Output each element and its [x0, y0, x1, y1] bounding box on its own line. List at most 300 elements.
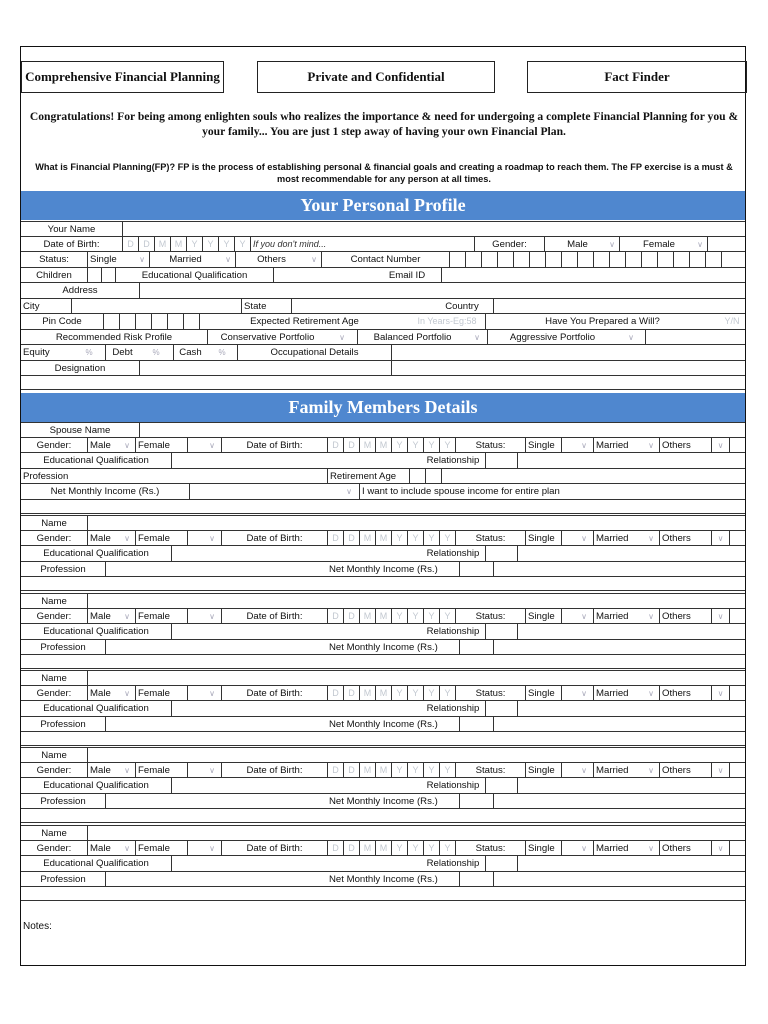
- debt-pct[interactable]: %: [139, 345, 173, 361]
- member-5-single-check[interactable]: [561, 841, 575, 857]
- member-5-relationship-extra[interactable]: [517, 856, 745, 872]
- label-spouse-gender: Gender:: [21, 438, 87, 454]
- row-member-5-edu: [21, 856, 745, 872]
- spouse-male-dropdown-icon[interactable]: ∨: [119, 438, 135, 454]
- member-3-single-dropdown-icon[interactable]: ∨: [575, 686, 593, 702]
- label-member-2-income: Net Monthly Income (Rs.): [327, 640, 459, 656]
- member-1-name-field[interactable]: [87, 515, 745, 531]
- spouse-profession-extra[interactable]: [441, 469, 745, 485]
- row-member-5-profession: [21, 872, 745, 888]
- notes-label: Notes:: [23, 921, 52, 932]
- contact-digit-3[interactable]: [481, 252, 497, 268]
- member-2-dob-2[interactable]: D: [343, 609, 359, 625]
- member-4-blank-cell: [21, 809, 745, 823]
- label-member-4-relationship: Relationship: [421, 778, 485, 794]
- member-2-others-dropdown-icon[interactable]: ∨: [711, 609, 729, 625]
- member-2-edu-field[interactable]: [171, 624, 421, 640]
- children-count-a[interactable]: [87, 268, 101, 284]
- member-4-profession-extra[interactable]: [493, 794, 745, 810]
- designation-extra-field[interactable]: [391, 361, 745, 377]
- row-dob: [21, 237, 745, 253]
- member-4-single-dropdown-icon[interactable]: ∨: [575, 763, 593, 779]
- state-field[interactable]: [291, 299, 431, 315]
- pin-digit-5[interactable]: [167, 314, 183, 330]
- risk-extra-field[interactable]: [645, 330, 745, 346]
- label-member-3-status: Status:: [455, 686, 525, 702]
- label-equity: Equity: [21, 345, 73, 361]
- balanced-dropdown-icon[interactable]: ∨: [467, 330, 487, 346]
- member-1-married-dropdown-icon[interactable]: ∨: [643, 531, 659, 547]
- others-dropdown-icon[interactable]: ∨: [307, 252, 321, 268]
- member-5-blank-cell: [21, 887, 745, 901]
- member-5-dob-2[interactable]: D: [343, 841, 359, 857]
- occupational-details-field[interactable]: [391, 345, 745, 361]
- contact-digit-18[interactable]: [721, 252, 745, 268]
- member-1-dob-5[interactable]: Y: [391, 531, 407, 547]
- member-5-male: Male: [87, 841, 119, 857]
- address-field[interactable]: [139, 283, 745, 299]
- label-debt: Debt: [105, 345, 139, 361]
- dob-hint: If you don't mind...: [250, 237, 474, 253]
- spouse-relationship-extra[interactable]: [517, 453, 745, 469]
- member-2-female-dropdown-icon[interactable]: ∨: [203, 609, 221, 625]
- member-1-others-check[interactable]: [729, 531, 745, 547]
- contact-digit-2[interactable]: [465, 252, 481, 268]
- label-member-1-gender: Gender:: [21, 531, 87, 547]
- member-1-dob-8[interactable]: Y: [439, 531, 455, 547]
- member-4-dob-5[interactable]: Y: [391, 763, 407, 779]
- contact-digit-16[interactable]: [689, 252, 705, 268]
- member-2-dob-4[interactable]: M: [375, 609, 391, 625]
- member-3-married: Married: [593, 686, 643, 702]
- designation-field[interactable]: [139, 361, 391, 377]
- dob-y1[interactable]: Y: [186, 237, 202, 253]
- member-3-dob-3[interactable]: M: [359, 686, 375, 702]
- contact-digit-7[interactable]: [545, 252, 561, 268]
- row-member-5-gender: [21, 841, 745, 857]
- row-spouse-name: [21, 422, 745, 438]
- label-designation: Designation: [21, 361, 139, 377]
- member-5-dob-7[interactable]: Y: [423, 841, 439, 857]
- label-member-3-profession: Profession: [21, 717, 105, 733]
- member-1-dob-6[interactable]: Y: [407, 531, 423, 547]
- label-spouse-status: Status:: [455, 438, 525, 454]
- dob-y4[interactable]: Y: [234, 237, 250, 253]
- member-2-dob-7[interactable]: Y: [423, 609, 439, 625]
- equity-pct[interactable]: %: [73, 345, 105, 361]
- row-allocation: [21, 345, 745, 361]
- contact-digit-8[interactable]: [561, 252, 577, 268]
- male-dropdown-icon[interactable]: ∨: [605, 237, 619, 253]
- include-spouse-income-option[interactable]: I want to include spouse income for entire plan: [359, 484, 745, 500]
- member-5-dob-3[interactable]: M: [359, 841, 375, 857]
- header-title-left: Comprehensive Financial Planning: [21, 61, 224, 93]
- personal-profile-heading: Your Personal Profile: [21, 191, 745, 220]
- label-member-5-relationship: Relationship: [421, 856, 485, 872]
- contact-digit-1[interactable]: [449, 252, 465, 268]
- spouse-retirement-age-field[interactable]: [409, 469, 425, 485]
- label-spouse-relationship: Relationship: [421, 453, 485, 469]
- member-2-relationship-field[interactable]: [485, 624, 517, 640]
- spouse-female-dropdown-icon[interactable]: ∨: [203, 438, 221, 454]
- row-spouse-gender: [21, 438, 745, 454]
- spouse-dob-m1[interactable]: M: [359, 438, 375, 454]
- label-member-3-income: Net Monthly Income (Rs.): [327, 717, 459, 733]
- will-field[interactable]: Y/N: [719, 314, 745, 330]
- member-4-dob-3[interactable]: M: [359, 763, 375, 779]
- row-member-2-profession: [21, 640, 745, 656]
- retirement-age-field[interactable]: In Years-Eg:58: [409, 314, 485, 330]
- spouse-dob-y4[interactable]: Y: [439, 438, 455, 454]
- member-2-profession-extra[interactable]: [493, 640, 745, 656]
- row-member-5-blank: [21, 887, 745, 901]
- row-address: [21, 283, 745, 299]
- row-member-1-blank: [21, 577, 745, 591]
- member-3-income-field[interactable]: [459, 717, 493, 733]
- spouse-edu-field[interactable]: [171, 453, 421, 469]
- member-4-edu-field[interactable]: [171, 778, 421, 794]
- label-member-2-profession: Profession: [21, 640, 105, 656]
- member-1-dob-7[interactable]: Y: [423, 531, 439, 547]
- spouse-female-check[interactable]: [187, 438, 203, 454]
- member-2-single-dropdown-icon[interactable]: ∨: [575, 609, 593, 625]
- pin-digit-6[interactable]: [183, 314, 199, 330]
- member-3-profession-extra[interactable]: [493, 717, 745, 733]
- label-member-4-income: Net Monthly Income (Rs.): [327, 794, 459, 810]
- member-5-dob-8[interactable]: Y: [439, 841, 455, 857]
- contact-digit-4[interactable]: [497, 252, 513, 268]
- member-4-name-field[interactable]: [87, 747, 745, 763]
- option-single: Single: [87, 252, 135, 268]
- member-2-dob-5[interactable]: Y: [391, 609, 407, 625]
- label-status: Status:: [21, 252, 87, 268]
- contact-digit-5[interactable]: [513, 252, 529, 268]
- spouse-dob-y2[interactable]: Y: [407, 438, 423, 454]
- member-1-dob-1[interactable]: D: [327, 531, 343, 547]
- member-3-dob-5[interactable]: Y: [391, 686, 407, 702]
- female-dropdown-icon[interactable]: ∨: [693, 237, 707, 253]
- member-2-single: Single: [525, 609, 561, 625]
- label-spouse-edu: Educational Qualification: [21, 453, 171, 469]
- member-2-dob-6[interactable]: Y: [407, 609, 423, 625]
- member-3-others-check[interactable]: [729, 686, 745, 702]
- label-member-4-dob: Date of Birth:: [221, 763, 327, 779]
- spouse-male: Male: [87, 438, 119, 454]
- member-5-single: Single: [525, 841, 561, 857]
- row-member-3-blank: [21, 732, 745, 746]
- spouse-others-check[interactable]: [729, 438, 745, 454]
- member-1-others-dropdown-icon[interactable]: ∨: [711, 531, 729, 547]
- member-3-blank-cell: [21, 732, 745, 746]
- member-3-relationship-field[interactable]: [485, 701, 517, 717]
- label-spouse-profession: Profession: [21, 469, 327, 485]
- contact-digit-12[interactable]: [625, 252, 641, 268]
- member-3-relationship-extra[interactable]: [517, 701, 745, 717]
- edu-qualification-field[interactable]: [273, 268, 373, 284]
- member-4-profession-field[interactable]: [105, 794, 327, 810]
- spouse-married-dropdown-icon[interactable]: ∨: [643, 438, 659, 454]
- member-3-name-field[interactable]: [87, 670, 745, 686]
- member-4-income-field[interactable]: [459, 794, 493, 810]
- member-4-dob-8[interactable]: Y: [439, 763, 455, 779]
- member-1-single-check[interactable]: [561, 531, 575, 547]
- spouse-dob-d2[interactable]: D: [343, 438, 359, 454]
- option-female: Female: [625, 237, 693, 253]
- spouse-relationship-field[interactable]: [485, 453, 517, 469]
- label-member-2-relationship: Relationship: [421, 624, 485, 640]
- fp-definition-text: What is Financial Planning(FP)? FP is the process of establishing personal & financial goals and creating a roadmap to reach them. The FP exercise is a must & most recommendable for any person at all times.: [35, 162, 733, 184]
- label-member-1-edu: Educational Qualification: [21, 546, 171, 562]
- member-2-female: Female: [135, 609, 187, 625]
- label-member-2-gender: Gender:: [21, 609, 87, 625]
- spouse-others: Others: [659, 438, 711, 454]
- label-member-3-relationship: Relationship: [421, 701, 485, 717]
- label-contact-number: Contact Number: [321, 252, 449, 268]
- member-5-profession-field[interactable]: [105, 872, 327, 888]
- contact-digit-6[interactable]: [529, 252, 545, 268]
- member-3-profession-field[interactable]: [105, 717, 327, 733]
- member-5-profession-extra[interactable]: [493, 872, 745, 888]
- member-4-dob-4[interactable]: M: [375, 763, 391, 779]
- contact-digit-14[interactable]: [657, 252, 673, 268]
- member-3-others: Others: [659, 686, 711, 702]
- member-4-relationship-field[interactable]: [485, 778, 517, 794]
- label-member-3-name: Name: [21, 670, 87, 686]
- member-5-name-field[interactable]: [87, 825, 745, 841]
- cash-pct[interactable]: %: [207, 345, 237, 361]
- label-member-4-gender: Gender:: [21, 763, 87, 779]
- member-1-single: Single: [525, 531, 561, 547]
- contact-digit-15[interactable]: [673, 252, 689, 268]
- spouse-retirement-age-field-2[interactable]: [425, 469, 441, 485]
- contact-digit-9[interactable]: [577, 252, 593, 268]
- dob-d1[interactable]: D: [122, 237, 138, 253]
- pin-digit-4[interactable]: [151, 314, 167, 330]
- member-3-single-check[interactable]: [561, 686, 575, 702]
- member-1-dob-2[interactable]: D: [343, 531, 359, 547]
- row-member-4-profession: [21, 794, 745, 810]
- email-field[interactable]: [441, 268, 745, 284]
- member-3-others-dropdown-icon[interactable]: ∨: [711, 686, 729, 702]
- row-member-3-gender: [21, 686, 745, 702]
- member-2-male-dropdown-icon[interactable]: ∨: [119, 609, 135, 625]
- member-1-profession-field[interactable]: [105, 562, 327, 578]
- aggressive-dropdown-icon[interactable]: ∨: [617, 330, 645, 346]
- header-title-middle: Private and Confidential: [257, 61, 495, 93]
- country-field[interactable]: [493, 299, 745, 315]
- label-spouse-dob: Date of Birth:: [221, 438, 327, 454]
- your-name-field[interactable]: [122, 221, 745, 237]
- row-member-2-blank: [21, 655, 745, 669]
- member-5-female-check[interactable]: [187, 841, 203, 857]
- contact-digit-13[interactable]: [641, 252, 657, 268]
- married-dropdown-icon[interactable]: ∨: [221, 252, 235, 268]
- pin-digit-3[interactable]: [135, 314, 151, 330]
- label-member-4-name: Name: [21, 747, 87, 763]
- member-2-dob-1[interactable]: D: [327, 609, 343, 625]
- member-2-dob-3[interactable]: M: [359, 609, 375, 625]
- option-male: Male: [550, 237, 605, 253]
- spouse-dob-y1[interactable]: Y: [391, 438, 407, 454]
- member-1-edu-field[interactable]: [171, 546, 421, 562]
- row-blank-personal: [21, 376, 745, 390]
- row-member-3-edu: [21, 701, 745, 717]
- member-5-others-dropdown-icon[interactable]: ∨: [711, 841, 729, 857]
- dob-m2[interactable]: M: [170, 237, 186, 253]
- label-member-3-dob: Date of Birth:: [221, 686, 327, 702]
- pin-digit-1[interactable]: [103, 314, 119, 330]
- member-2-single-check[interactable]: [561, 609, 575, 625]
- member-3-dob-7[interactable]: Y: [423, 686, 439, 702]
- single-dropdown-icon[interactable]: ∨: [135, 252, 149, 268]
- label-children: Children: [21, 268, 87, 284]
- member-3-dob-2[interactable]: D: [343, 686, 359, 702]
- member-1-female-dropdown-icon[interactable]: ∨: [203, 531, 221, 547]
- member-1-female-check[interactable]: [187, 531, 203, 547]
- member-5-dob-6[interactable]: Y: [407, 841, 423, 857]
- member-4-single-check[interactable]: [561, 763, 575, 779]
- member-2-relationship-extra[interactable]: [517, 624, 745, 640]
- member-5-income-field[interactable]: [459, 872, 493, 888]
- member-3-female-dropdown-icon[interactable]: ∨: [203, 686, 221, 702]
- member-5-others: Others: [659, 841, 711, 857]
- member-1-income-field[interactable]: [459, 562, 493, 578]
- dob-d2[interactable]: D: [138, 237, 154, 253]
- row-city: [21, 299, 745, 315]
- dob-y2[interactable]: Y: [202, 237, 218, 253]
- member-5-single-dropdown-icon[interactable]: ∨: [575, 841, 593, 857]
- member-4-married-dropdown-icon[interactable]: ∨: [643, 763, 659, 779]
- header-title-right: Fact Finder: [527, 61, 747, 93]
- member-4-others-check[interactable]: [729, 763, 745, 779]
- city-field[interactable]: [71, 299, 241, 315]
- member-1-profession-extra[interactable]: [493, 562, 745, 578]
- conservative-dropdown-icon[interactable]: ∨: [327, 330, 357, 346]
- pin-digit-2[interactable]: [119, 314, 135, 330]
- label-member-1-status: Status:: [455, 531, 525, 547]
- member-5-dob-5[interactable]: Y: [391, 841, 407, 857]
- label-member-4-profession: Profession: [21, 794, 105, 810]
- member-1-single-dropdown-icon[interactable]: ∨: [575, 531, 593, 547]
- label-member-5-income: Net Monthly Income (Rs.): [327, 872, 459, 888]
- spouse-single-check[interactable]: [561, 438, 575, 454]
- spouse-single-dropdown-icon[interactable]: ∨: [575, 438, 593, 454]
- member-1-dob-3[interactable]: M: [359, 531, 375, 547]
- member-4-dob-7[interactable]: Y: [423, 763, 439, 779]
- member-4-female-check[interactable]: [187, 763, 203, 779]
- member-5-dob-1[interactable]: D: [327, 841, 343, 857]
- label-member-1-relationship: Relationship: [421, 546, 485, 562]
- member-5-dob-4[interactable]: M: [375, 841, 391, 857]
- member-3-dob-6[interactable]: Y: [407, 686, 423, 702]
- row-member-2-edu: [21, 624, 745, 640]
- spouse-income-dropdown-icon[interactable]: ∨: [339, 484, 359, 500]
- gender-extra-field[interactable]: [707, 237, 745, 253]
- member-4-female: Female: [135, 763, 187, 779]
- member-4-male-dropdown-icon[interactable]: ∨: [119, 763, 135, 779]
- dob-m1[interactable]: M: [154, 237, 170, 253]
- spouse-income-field[interactable]: [189, 484, 339, 500]
- row-member-1-edu: [21, 546, 745, 562]
- member-3-married-dropdown-icon[interactable]: ∨: [643, 686, 659, 702]
- member-4-relationship-extra[interactable]: [517, 778, 745, 794]
- contact-digit-11[interactable]: [609, 252, 625, 268]
- member-4-dob-6[interactable]: Y: [407, 763, 423, 779]
- member-1-female: Female: [135, 531, 187, 547]
- row-spouse-income: [21, 484, 745, 500]
- option-balanced: Balanced Portfolio: [357, 330, 467, 346]
- row-member-1-gender: [21, 531, 745, 547]
- member-2-others-check[interactable]: [729, 609, 745, 625]
- label-edu-qualification: Educational Qualification: [115, 268, 273, 284]
- row-member-5-name: [21, 825, 745, 841]
- member-3-male-dropdown-icon[interactable]: ∨: [119, 686, 135, 702]
- member-3-dob-1[interactable]: D: [327, 686, 343, 702]
- row-member-4-edu: [21, 778, 745, 794]
- row-risk-profile: [21, 330, 745, 346]
- member-5-female-dropdown-icon[interactable]: ∨: [203, 841, 221, 857]
- member-5-edu-field[interactable]: [171, 856, 421, 872]
- member-4-dob-1[interactable]: D: [327, 763, 343, 779]
- member-2-name-field[interactable]: [87, 593, 745, 609]
- member-3-female-check[interactable]: [187, 686, 203, 702]
- member-5-relationship-field[interactable]: [485, 856, 517, 872]
- member-1-married: Married: [593, 531, 643, 547]
- label-member-3-edu: Educational Qualification: [21, 701, 171, 717]
- spouse-dob-y3[interactable]: Y: [423, 438, 439, 454]
- member-5-male-dropdown-icon[interactable]: ∨: [119, 841, 135, 857]
- member-2-male: Male: [87, 609, 119, 625]
- label-spouse-name: Spouse Name: [21, 422, 139, 438]
- member-4-married: Married: [593, 763, 643, 779]
- member-3-edu-field[interactable]: [171, 701, 421, 717]
- member-4-female-dropdown-icon[interactable]: ∨: [203, 763, 221, 779]
- label-city: City: [21, 299, 71, 315]
- member-2-income-field[interactable]: [459, 640, 493, 656]
- member-4-dob-2[interactable]: D: [343, 763, 359, 779]
- member-5-others-check[interactable]: [729, 841, 745, 857]
- spouse-name-field[interactable]: [139, 422, 745, 438]
- spouse-dob-d1[interactable]: D: [327, 438, 343, 454]
- member-4-others: Others: [659, 763, 711, 779]
- member-2-profession-field[interactable]: [105, 640, 327, 656]
- member-1-male-dropdown-icon[interactable]: ∨: [119, 531, 135, 547]
- member-2-dob-8[interactable]: Y: [439, 609, 455, 625]
- member-2-married-dropdown-icon[interactable]: ∨: [643, 609, 659, 625]
- member-4-others-dropdown-icon[interactable]: ∨: [711, 763, 729, 779]
- label-retirement-age: Expected Retirement Age: [199, 314, 409, 330]
- label-member-1-profession: Profession: [21, 562, 105, 578]
- spouse-others-dropdown-icon[interactable]: ∨: [711, 438, 729, 454]
- member-5-married-dropdown-icon[interactable]: ∨: [643, 841, 659, 857]
- member-2-female-check[interactable]: [187, 609, 203, 625]
- member-3-dob-8[interactable]: Y: [439, 686, 455, 702]
- children-count-b[interactable]: [101, 268, 115, 284]
- contact-digit-10[interactable]: [593, 252, 609, 268]
- dob-y3[interactable]: Y: [218, 237, 234, 253]
- spouse-dob-m2[interactable]: M: [375, 438, 391, 454]
- member-1-relationship-extra[interactable]: [517, 546, 745, 562]
- label-member-2-name: Name: [21, 593, 87, 609]
- label-member-2-status: Status:: [455, 609, 525, 625]
- spouse-single: Single: [525, 438, 561, 454]
- contact-digit-17[interactable]: [705, 252, 721, 268]
- member-4-male: Male: [87, 763, 119, 779]
- member-3-dob-4[interactable]: M: [375, 686, 391, 702]
- member-1-dob-4[interactable]: M: [375, 531, 391, 547]
- member-1-relationship-field[interactable]: [485, 546, 517, 562]
- label-member-5-dob: Date of Birth:: [221, 841, 327, 857]
